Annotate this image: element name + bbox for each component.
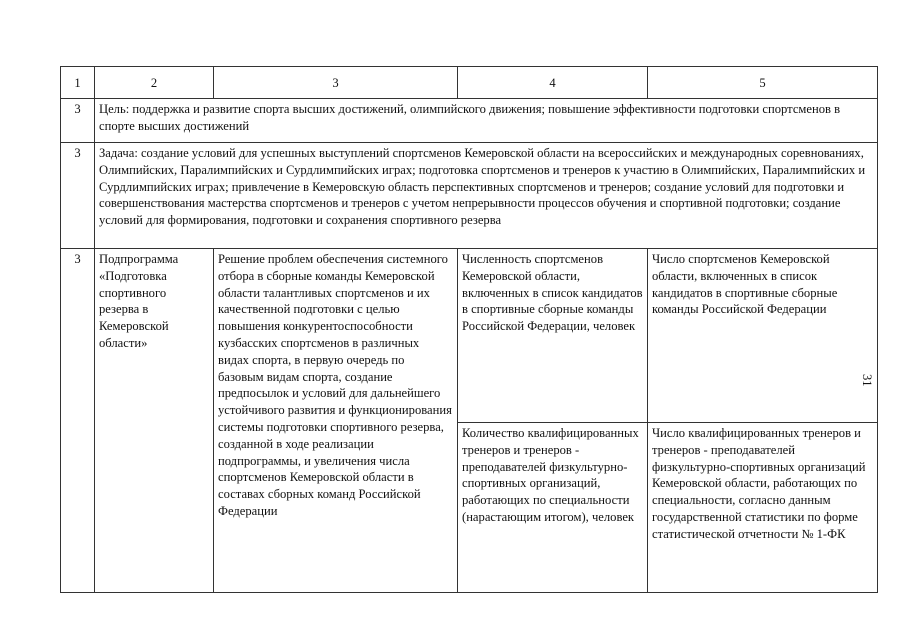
header-col-4: 4: [458, 67, 648, 99]
program-table: [60, 66, 878, 593]
subprogram-number: 3: [61, 249, 95, 593]
header-col-2: 2: [95, 67, 214, 99]
subprogram-row: [61, 249, 878, 423]
header-col-3: 3: [214, 67, 458, 99]
task-number: 3: [61, 143, 95, 249]
task-row: [61, 143, 878, 249]
goal-text: Цель: поддержка и развитие спорта высших достижений, олимпийского движения; повышение эффективности подготовки спортсменов в спорте высших достижений: [95, 99, 878, 143]
page-number: 31: [860, 374, 874, 387]
subprogram-name: Подпрограмма «Подготовка спортивного резерва в Кемеровской области»: [95, 249, 214, 593]
indicator-2-name: Количество квалифицированных тренеров и тренеров - преподавателей физкультурно-спортивных организаций, работающих по специальности (нарастающим итогом), человек: [458, 423, 648, 593]
header-col-1: 1: [61, 67, 95, 99]
indicator-1-name: Численность спортсменов Кемеровской области, включенных в список кандидатов в спортивные сборные команды Российской Федерации, человек: [458, 249, 648, 423]
goal-row: [61, 99, 878, 143]
indicator-1-method: Число спортсменов Кемеровской области, включенных в список кандидатов в спортивные сборные команды Российской Федерации: [648, 249, 878, 423]
goal-number: 3: [61, 99, 95, 143]
header-col-5: 5: [648, 67, 878, 99]
indicator-2-method: Число квалифицированных тренеров и тренеров - преподавателей физкультурно-спортивных организаций Кемеровской области, работающих по специальности, согласно данным государственной статистики по форме статистической отчетности № 1-ФК: [648, 423, 878, 593]
task-text: Задача: создание условий для успешных выступлений спортсменов Кемеровской области на всероссийских и международных соревнованиях, Олимпийских, Паралимпийских и Сурдлимпийских играх; подготовка спортсменов и тренеров к участию в Олимпийских, Паралимпийских и Сурдлимпийских играх; привлечение в Кемеровскую область перспективных спортсменов и тренеров; создание условий для подготовки и совершенствования мастерства спортсменов и тренеров с учетом непрерывности процессов обучения и спортивной подготовки; создание условий для формирования, подготовки и сохранения спортивного резерва: [95, 143, 878, 249]
header-row: [61, 67, 878, 99]
subprogram-description: Решение проблем обеспечения системного отбора в сборные команды Кемеровской области талантливых спортсменов и их качественной подготовки с целью повышения конкурентоспособности кузбасских спортсменов в различных видах спорта, в первую очередь по базовым видам спорта, создание предпосылок и условий для дальнейшего устойчивого развития и функционирования системы подготовки спортивного резерва, созданной в ходе реализации подпрограммы, и увеличения числа спортсменов Кемеровской области в составах сборных команд Российской Федерации: [214, 249, 458, 593]
